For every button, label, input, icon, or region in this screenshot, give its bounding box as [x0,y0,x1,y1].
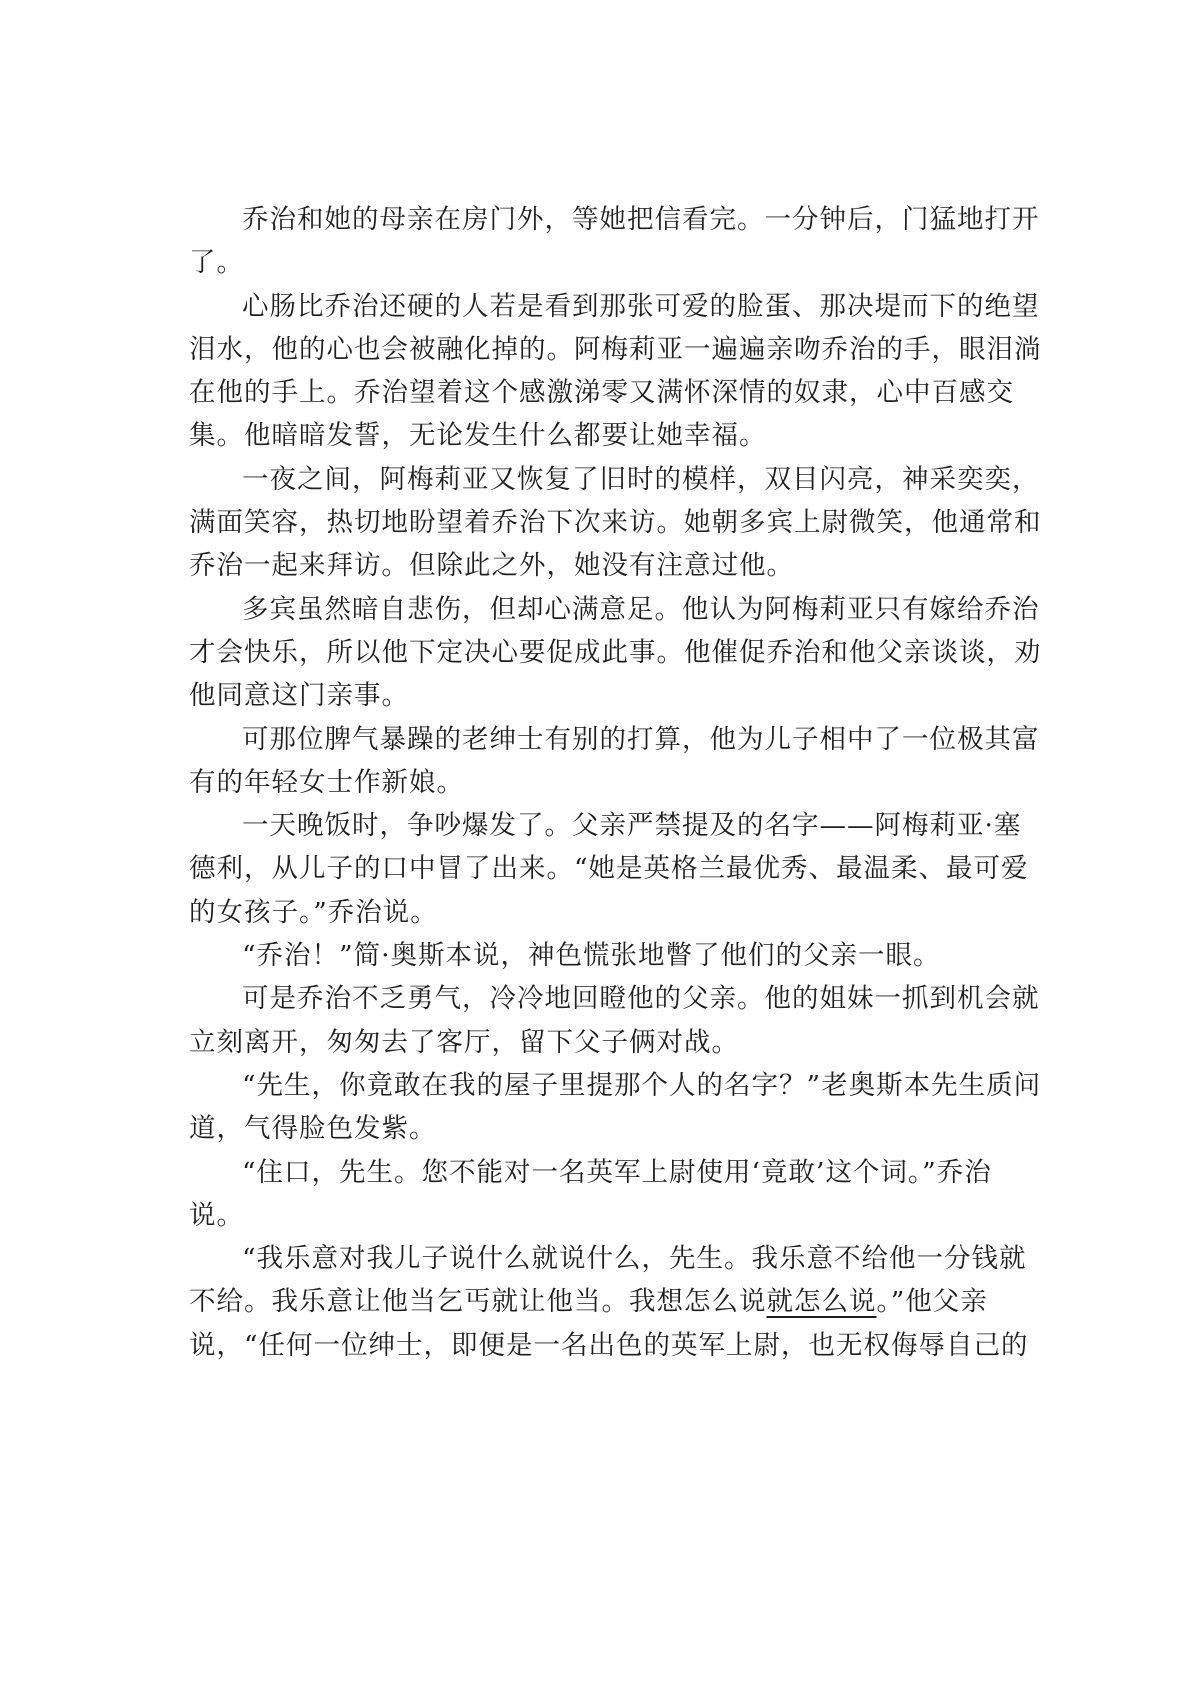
text-line: “我乐意对我儿子说什么就说什么，先生。我乐意不给他一分钱就 [242,1243,1027,1275]
paragraph-7 [136,934,1066,977]
text-line: 说。 [189,1199,244,1231]
text-span: 不给。我乐意让他当乞丐就让他当。我想怎么说 [189,1286,767,1318]
text-line: 乔治和她的母亲在房门外，等她把信看完。一分钟后，门猛地打开 [242,204,1040,235]
text-line: 才会快乐，所以他下定决心要促成此事。他催促乔治和他父亲谈谈，劝 [189,636,1042,668]
text-line: “乔治！”简·奥斯本说，神色慌张地瞥了他们的父亲一眼。 [242,940,941,972]
text-line: 乔治一起来拜访。但除此之外，她没有注意过他。 [189,550,794,582]
paragraph-4 [136,588,1066,718]
text-line: 集。他暗暗发誓，无论发生什么都要让她幸福。 [189,420,767,452]
text-span: 。”他父亲 [876,1286,988,1318]
text-line: 立刻离开，匆匆去了客厅，留下父子俩对战。 [189,1026,739,1058]
text-line: 他同意这门亲事。 [189,680,409,712]
paragraph-9 [136,1064,1066,1151]
paragraph-2 [136,285,1066,458]
paragraph-3 [136,458,1066,588]
text-line: “先生，你竟敢在我的屋子里提那个人的名字？”老奥斯本先生质问 [242,1069,1042,1101]
paragraph-11 [136,1237,1066,1367]
text-line: 多宾虽然暗自悲伤，但却心满意足。他认为阿梅莉亚只有嫁给乔治 [242,593,1040,625]
paragraph-1 [136,198,1066,285]
paragraph-8 [136,977,1066,1064]
text-line [136,1280,1066,1323]
text-line: 满面笑容，热切地盼望着乔治下次来访。她朝多宾上尉微笑，他通常和 [189,507,1042,539]
underlined-text: 就怎么说 [766,1286,877,1318]
text-line: 说，“任何一位绅士，即便是一名出色的英军上尉，也无权侮辱自己的 [189,1329,1029,1361]
text-line: 一天晚饭时，争吵爆发了。父亲严禁提及的名字——阿梅莉亚·塞 [242,810,1022,842]
text-line: 的女孩子。”乔治说。 [189,896,438,928]
paragraph-6 [136,804,1066,934]
text-line: “住口，先生。您不能对一名英军上尉使用‘竟敢’这个词。”乔治 [242,1156,992,1188]
text-line: 可那位脾气暴躁的老绅士有别的打算，他为儿子相中了一位极其富 [242,723,1040,755]
text-line: 有的年轻女士作新娘。 [189,766,464,798]
text-line: 心肠比乔治还硬的人若是看到那张可爱的脸蛋、那决堤而下的绝望 [242,290,1040,322]
text-line: 道，气得脸色发紫。 [189,1113,437,1145]
text-line: 可是乔治不乏勇气，冷冷地回瞪他的父亲。他的姐妹一抓到机会就 [242,983,1040,1015]
text-line: 在他的手上。乔治望着这个感激涕零又满怀深情的奴隶，心中百感交 [189,377,1014,409]
paragraph-10 [136,1151,1066,1238]
paragraph-5 [136,718,1066,805]
text-line: 一夜之间，阿梅莉亚又恢复了旧时的模样，双目闪亮，神采奕奕， [242,463,1040,495]
body-text [136,198,1066,1367]
text-line: 德利，从儿子的口中冒了出来。“她是英格兰最优秀、最温柔、最可爱 [189,853,1029,885]
text-line: 泪水，他的心也会被融化掉的。阿梅莉亚一遍遍亲吻乔治的手，眼泪淌 [189,333,1042,365]
text-line: 了。 [189,247,244,279]
